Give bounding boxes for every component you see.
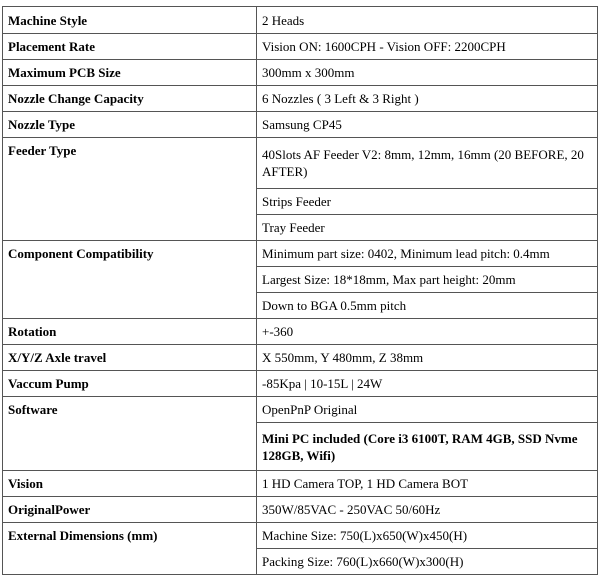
table-row [3, 497, 598, 523]
spec-label: Maximum PCB Size [3, 60, 257, 86]
spec-label: Placement Rate [3, 34, 257, 60]
spec-label: Machine Style [3, 7, 257, 34]
table-row [3, 60, 598, 86]
spec-label: Nozzle Type [3, 112, 257, 138]
spec-value: 6 Nozzles ( 3 Left & 3 Right ) [257, 86, 598, 112]
table-row [3, 345, 598, 371]
spec-value: 350W/85VAC - 250VAC 50/60Hz [257, 497, 598, 523]
spec-label: Software [3, 397, 257, 471]
spec-label: External Dimensions (mm) [3, 523, 257, 575]
table-row [3, 7, 598, 34]
table-row [3, 34, 598, 60]
spec-label: X/Y/Z Axle travel [3, 345, 257, 371]
spec-label: Feeder Type [3, 138, 257, 241]
table-row [3, 319, 598, 345]
spec-label: Nozzle Change Capacity [3, 86, 257, 112]
spec-value: Tray Feeder [257, 215, 598, 241]
spec-value: Machine Size: 750(L)x650(W)x450(H) [257, 523, 598, 549]
spec-value: OpenPnP Original [257, 397, 598, 423]
table-row [3, 397, 598, 423]
spec-value: Strips Feeder [257, 189, 598, 215]
spec-label: Vaccum Pump [3, 371, 257, 397]
spec-value: +-360 [257, 319, 598, 345]
spec-value: Samsung CP45 [257, 112, 598, 138]
table-row [3, 471, 598, 497]
spec-label: Rotation [3, 319, 257, 345]
spec-value: Packing Size: 760(L)x660(W)x300(H) [257, 549, 598, 575]
spec-value: Mini PC included (Core i3 6100T, RAM 4GB, SSD Nvme 128GB, Wifi) [257, 423, 598, 471]
spec-value: 1 HD Camera TOP, 1 HD Camera BOT [257, 471, 598, 497]
spec-label: Vision [3, 471, 257, 497]
spec-label: Component Compatibility [3, 241, 257, 319]
spec-value: Vision ON: 1600CPH - Vision OFF: 2200CPH [257, 34, 598, 60]
spec-value: Minimum part size: 0402, Minimum lead pitch: 0.4mm [257, 241, 598, 267]
spec-value: Largest Size: 18*18mm, Max part height: 20mm [257, 267, 598, 293]
spec-value: Down to BGA 0.5mm pitch [257, 293, 598, 319]
spec-value: 300mm x 300mm [257, 60, 598, 86]
table-row [3, 241, 598, 267]
spec-value: X 550mm, Y 480mm, Z 38mm [257, 345, 598, 371]
table-row [3, 371, 598, 397]
spec-label: OriginalPower [3, 497, 257, 523]
spec-value: -85Kpa | 10-15L | 24W [257, 371, 598, 397]
table-row [3, 523, 598, 549]
spec-table [2, 6, 598, 575]
spec-value: 40Slots AF Feeder V2: 8mm, 12mm, 16mm (20 BEFORE, 20 AFTER) [257, 138, 598, 189]
spec-value: 2 Heads [257, 7, 598, 34]
table-row [3, 112, 598, 138]
table-row [3, 86, 598, 112]
table-row [3, 138, 598, 189]
